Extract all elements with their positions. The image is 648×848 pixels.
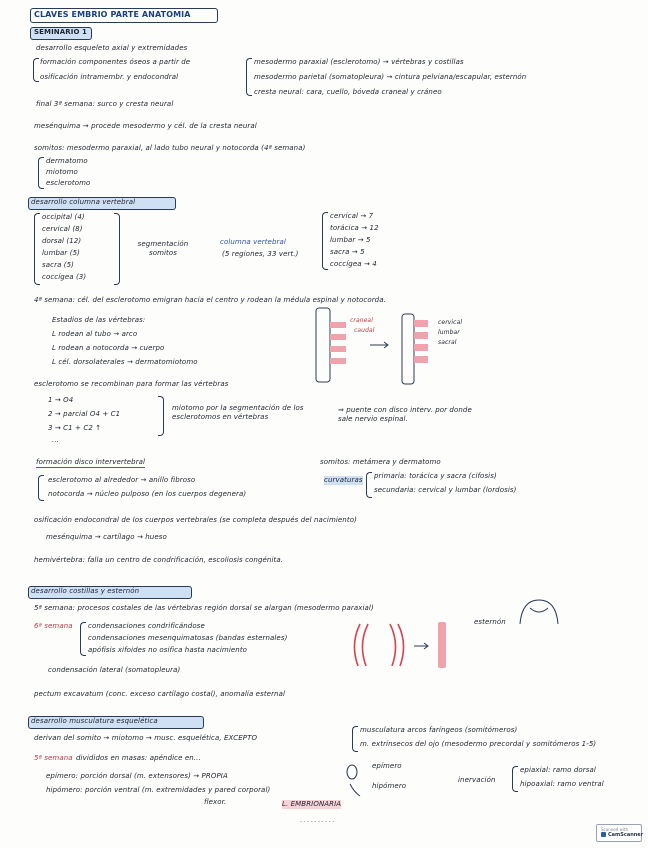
brace [38,157,44,189]
disc-curv-item: secundaria: cervical y lumbar (lordosis) [374,486,517,494]
line: mesénquima → procede mesodermo y cél. de la cresta neural [34,122,257,130]
s4-line: L rodean a notocorda → cuerpo [52,344,165,352]
disc-somitos: somitos: metámera y dermatomo [320,458,441,466]
cost-line: apófisis xifoides no osifica hasta nacimiento [88,646,248,654]
cost-line: 5ª semana: procesos costales de las vértebras región dorsal se alargan (mesodermo paraxial) [34,604,374,612]
rib-cage-sketch [516,594,562,638]
vertebra-left-item: lumbar (5) [42,249,80,257]
brace [34,213,40,285]
osif-line: hemivértebra: falla un centro de condrificación, escoliosis congénita. [34,556,284,564]
sternum-diagram [336,618,456,672]
disc-line: esclerotomo al alrededor → anillo fibroso [48,476,196,484]
brace [80,622,86,656]
page-title: CLAVES EMBRIO PARTE ANATOMIA [34,10,191,19]
line: cresta neural: cara, cuello, bóveda craneal y cráneo [254,88,442,96]
s4-line: Estadios de las vértebras: [52,316,146,324]
line: mesodermo paraxial (esclerotomo) → vértebras y costillas [254,58,464,66]
line: desarrollo esqueleto axial y extremidades [36,44,188,52]
diagram-label: sacral [438,339,457,346]
musc-line: hipoaxial: ramo ventral [520,780,604,788]
diagram-label: craneal [350,317,373,324]
musc-line: epímero: porción dorsal (m. extensores) → PROPIA [46,772,228,780]
line: final 3ª semana: surco y cresta neural [36,100,174,108]
reseg-item: ... [52,436,59,444]
brace [322,212,328,270]
column-sub: (5 regiones, 33 vert.) [222,250,299,258]
brace [38,475,44,501]
line: osificación intramembr. y endocondral [40,73,179,81]
musc-line: hipómero [372,782,407,790]
reseg-item: 3 → C1 + C2 ↑ [48,424,102,432]
musc-line: m. extrínsecos del ojo (mesodermo precordal y somitómeros 1-5) [360,740,597,748]
line: esclerotomo [46,179,91,187]
osif-line: mesénquima → cartílago → hueso [46,533,167,541]
disc-line: notocorda → núcleo pulposo (en los cuerpos degenera) [48,490,247,498]
musc-line: derivan del somito → miotomo → musc. esquelética, EXCEPTO [34,734,258,742]
column-label: columna vertebral [220,238,286,246]
section-muscular: desarrollo musculatura esquelética [31,717,158,725]
line: miotomo [46,168,78,176]
vertebra-left-item: cervical (8) [42,225,83,233]
stamp-brand: CamScanner [608,832,644,838]
musc-line: epímero [372,762,402,770]
vertebra-right-item: torácica → 12 [330,224,379,232]
diagram-label: caudal [354,327,375,334]
reseg-mid: miotomo por la segmentación de los esclerotomos en vértebras [172,404,304,421]
disc-head: formación disco intervertebral [36,458,146,466]
brace [246,58,252,96]
section-costillas: desarrollo costillas y esternón [31,587,140,595]
musc-line: epiaxial: ramo dorsal [520,766,596,774]
diagram-label: cervical [438,319,463,326]
reseg-right: ⇒ puente con disco interv. por donde sale nervio espinal. [338,406,472,423]
brace [352,726,358,752]
disc-curv: curvaturas [324,476,363,484]
stamp-caption: Scanned with [601,827,629,832]
vertebra-right-item: coccígea → 4 [330,260,377,268]
vertebra-right-item: cervical → 7 [330,212,374,220]
brace [158,396,164,436]
cost-line: pectum excavatum (conc. exceso cartílago costal), anomalía esternal [34,690,286,698]
cost-line: condensaciones condrificándose [88,622,205,630]
scanner-stamp [596,824,642,842]
line: somitos: mesodermo paraxial, al lado tubo neural y notocorda (4ª semana) [34,144,306,152]
musc-line: L. EMBRIONARIA [282,800,342,808]
section-columna: desarrollo columna vertebral [31,198,136,206]
cost-label-esternon: esternón [474,618,506,626]
musc-line: hipómero: porción ventral (m. extremidades y pared corporal) [46,786,271,794]
page-footer: - - - - - - - - - - [300,819,335,825]
cost-line: condensaciones mesenquimatosas (bandas esternales) [88,634,288,642]
vertebra-left-item: dorsal (12) [42,237,82,245]
diagram-label: lumbar [438,329,460,336]
s4-head: 4ª semana: cél. del esclerotomo emigran hacia el centro y rodean la médula espinal y notocorda. [34,296,386,304]
reseg-item: 1 → O4 [48,396,74,404]
vertebra-left-item: sacra (5) [42,261,74,269]
musc-line: musculatura arcos faríngeos (somitómeros) [360,726,518,734]
s4-line: L cél. dorsolaterales → dermatomiotomo [52,358,198,366]
musc-line: inervación [458,776,496,784]
musc-label: 5ª semana [34,754,73,762]
line: formación componentes óseos a partir de [40,58,191,66]
cost-label: 6ª semana [34,622,73,630]
musc-line: flexor. [204,798,227,806]
vertebra-left-item: coccígea (3) [42,273,87,281]
camscanner-icon [601,832,606,837]
segmentation-label: segmentación somitos [137,240,189,257]
vertebra-right-item: lumbar → 5 [330,236,371,244]
musc-line: divididos en masas: apéndice en... [76,754,201,762]
osif-head: osificación endocondral de los cuerpos vertebrales (se completa después del nacimiento) [34,516,357,524]
brace [512,766,518,792]
brace [33,58,39,82]
reseg-item: 2 → parcial O4 + C1 [48,410,121,418]
cost-line: condensación lateral (somatopleura) [48,666,181,674]
vertebra-left-item: occipital (4) [42,213,85,221]
reseg-head: esclerotomo se recombinan para formar las vértebras [34,380,229,388]
line: mesodermo parietal (somatopleura) → cintura pelviana/escapular, esternón [254,73,527,81]
brace [114,213,120,285]
vertebra-right-item: sacra → 5 [330,248,365,256]
section-seminario: SEMINARIO 1 [34,28,88,36]
s4-line: L rodean al tubo → arco [52,330,138,338]
brace [366,472,372,498]
line: dermatomo [46,157,88,165]
disc-curv-item: primaria: torácica y sacra (cifosis) [374,472,497,480]
